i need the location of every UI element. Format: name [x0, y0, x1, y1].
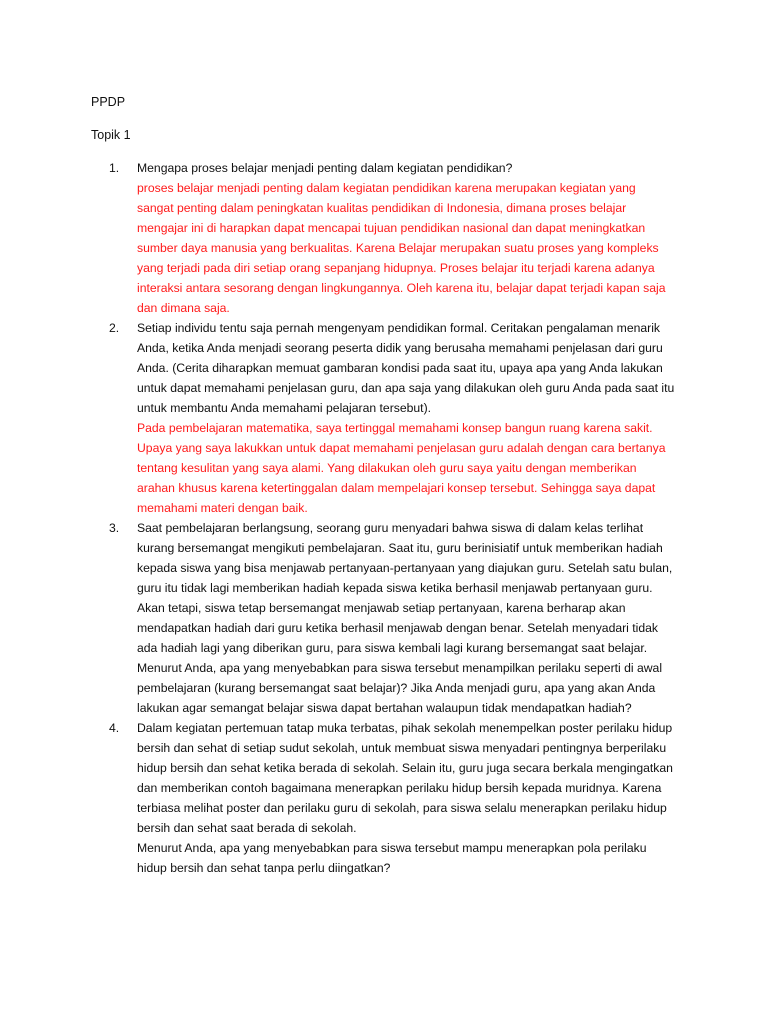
- question-follow-up: Menurut Anda, apa yang menyebabkan para siswa tersebut menampilkan perilaku seperti di awal pembelajaran (kurang bersemangat saat belajar)? Jika Anda menjadi guru, apa yang akan Anda lakukan agar semangat belajar siswa dapat bertahan walaupun tidak mendapatkan hadiah?: [137, 661, 663, 715]
- question-text: Dalam kegiatan pertemuan tatap muka terbatas, pihak sekolah menempelkan poster perilaku hidup bersih dan sehat di setiap sudut sekolah, untuk membuat siswa menyadari pentingnya berperilaku hidup bersih dan sehat ketika berada di sekolah. Selain itu, guru juga secara berkala mengingatkan dan memberikan contoh bagaimana menerapkan perilaku hidup bersih kepada muridnya. Karena terbiasa melihat poster dan perilaku guru di sekolah, para siswa selalu menerapkan perilaku hidup bersih dan sehat saat berada di sekolah.: [137, 721, 673, 835]
- question-text: Mengapa proses belajar menjadi penting dalam kegiatan pendidikan?: [137, 161, 513, 175]
- question-number: 3.: [109, 521, 120, 535]
- question-number: 2.: [109, 321, 120, 335]
- document-title: PPDP: [91, 95, 126, 109]
- question-number: 1.: [109, 161, 120, 175]
- question-text: Setiap individu tentu saja pernah mengenyam pendidikan formal. Ceritakan pengalaman menarik Anda, ketika Anda menjadi seorang peserta didik yang berusaha memahami penjelasan dari guru Anda. (Cerita diharapkan memuat gambaran kondisi pada saat itu, upaya apa yang Anda lakukan untuk dapat memahami penjelasan guru, dan apa saja yang dilakukan oleh guru Anda pada saat itu untuk membantu Anda memahami pelajaran tersebut).: [137, 321, 675, 415]
- question-follow-up: Menurut Anda, apa yang menyebabkan para siswa tersebut mampu menerapkan pola perilaku hidup bersih dan sehat tanpa perlu diingatkan?: [137, 841, 647, 875]
- question-text: Saat pembelajaran berlangsung, seorang guru menyadari bahwa siswa di dalam kelas terlihat kurang bersemangat mengikuti pembelajaran. Saat itu, guru berinisiatif untuk memberikan hadiah kepada siswa yang bisa menjawab pertanyaan-pertanyaan yang diajukan guru. Setelah satu bulan, guru itu tidak lagi memberikan hadiah kepada siswa ketika berhasil menjawab pertanyaan guru. Akan tetapi, siswa tetap bersemangat menjawab setiap pertanyaan, karena berharap akan mendapatkan hadiah dari guru ketika berhasil menjawab dengan benar. Setelah menyadari tidak ada hadiah lagi yang diberikan guru, para siswa kembali lagi kurang bersemangat saat belajar.: [137, 521, 673, 655]
- question-item-4: [109, 718, 675, 878]
- answer-text: Pada pembelajaran matematika, saya tertinggal memahami konsep bangun ruang karena sakit. Upaya yang saya lakukkan untuk dapat memahami penjelasan guru adalah dengan cara bertanya tentang kesulitan yang saya alami. Yang dilakukan oleh guru saya yaitu dengan memberikan arahan khusus karena ketertinggalan dalam mempelajari konsep tersebut. Sehingga saya dapat memahami materi dengan baik.: [137, 421, 666, 515]
- question-item-3: [109, 518, 675, 718]
- question-item-1: [109, 158, 675, 318]
- question-list: [109, 158, 675, 878]
- question-number: 4.: [109, 721, 120, 735]
- answer-text: proses belajar menjadi penting dalam kegiatan pendidikan karena merupakan kegiatan yang sangat penting dalam peningkatan kualitas pendidikan di Indonesia, dimana proses belajar mengajar ini di harapkan dapat mencapai tujuan pendidikan nasional dan dapat meningkatkan sumber daya manusia yang berkualitas. Karena Belajar merupakan suatu proses yang kompleks yang terjadi pada diri setiap orang sepanjang hidupnya. Proses belajar itu terjadi karena adanya interaksi antara sesorang dengan lingkungannya. Oleh karena itu, belajar dapat terjadi kapan saja dan dimana saja.: [137, 181, 666, 315]
- question-item-2: [109, 318, 675, 518]
- topic-heading: Topik 1: [91, 128, 131, 142]
